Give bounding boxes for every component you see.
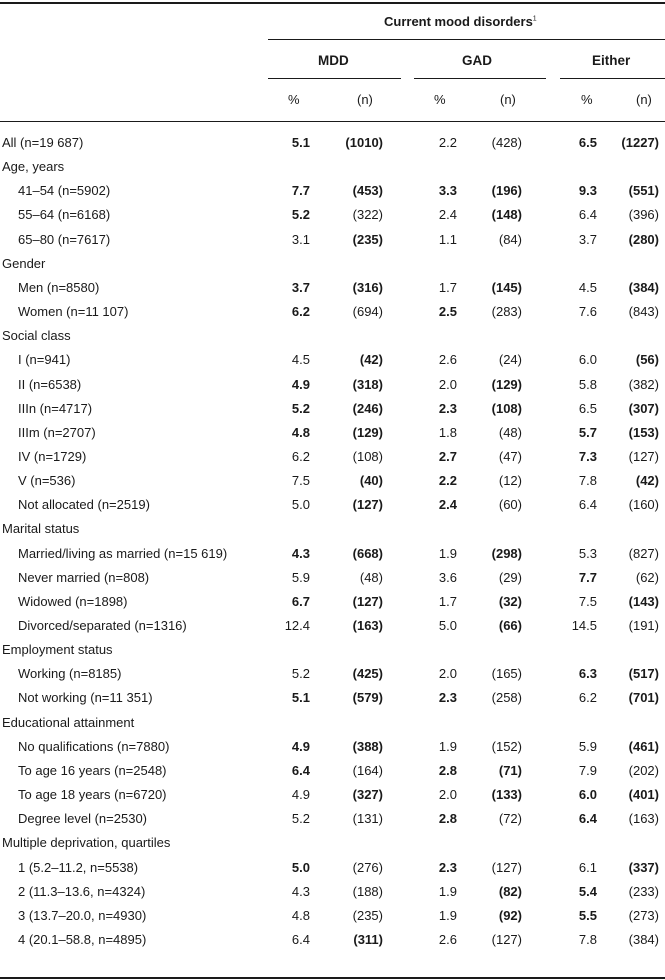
cell-either-n: (280) <box>628 231 659 247</box>
cell-gad-pct: 2.8 <box>438 762 457 778</box>
table-row <box>0 397 665 421</box>
cell-either-n: (62) <box>635 569 659 585</box>
cell-mdd-pct: 5.1 <box>291 690 310 706</box>
cell-gad-n: (133) <box>491 787 522 803</box>
cell-either-pct: 4.5 <box>578 279 597 295</box>
cell-mdd-pct: 5.2 <box>291 811 310 827</box>
section-header-row <box>0 517 665 541</box>
cell-mdd-n: (127) <box>352 497 383 513</box>
cell-either-pct: 5.3 <box>578 545 597 561</box>
cell-mdd-pct: 3.1 <box>291 231 310 247</box>
cell-gad-n: (196) <box>491 183 522 199</box>
table-row <box>0 904 665 928</box>
row-label: IV (n=1729) <box>18 448 87 464</box>
gad-rule <box>414 78 546 79</box>
table-top-rule <box>0 2 665 4</box>
cell-gad-pct: 3.3 <box>438 183 457 199</box>
row-label: 41–54 (n=5902) <box>18 183 111 199</box>
col-header-mdd-pct: % <box>288 92 300 107</box>
cell-either-n: (551) <box>628 183 659 199</box>
table-row <box>0 880 665 904</box>
cell-either-pct: 3.7 <box>578 231 597 247</box>
table-row <box>0 686 665 710</box>
cell-gad-n: (66) <box>498 618 522 633</box>
cell-either-pct: 14.5 <box>571 618 597 633</box>
cell-either-pct: 7.9 <box>578 762 597 778</box>
cell-gad-pct: 1.9 <box>438 883 457 899</box>
table-row <box>0 928 665 952</box>
row-label: Not allocated (n=2519) <box>18 497 150 513</box>
section-label: Gender <box>2 255 46 271</box>
section-header-row <box>0 831 665 855</box>
row-label: All (n=19 687) <box>2 135 84 150</box>
cell-gad-n: (148) <box>491 207 522 223</box>
cell-mdd-pct: 4.9 <box>291 787 310 803</box>
cell-gad-pct: 3.6 <box>438 569 457 585</box>
cell-mdd-n: (131) <box>352 811 383 827</box>
table-row <box>0 542 665 566</box>
cell-mdd-n: (40) <box>359 473 383 489</box>
cell-gad-n: (82) <box>498 883 522 899</box>
row-label: II (n=6538) <box>18 376 82 392</box>
cell-either-n: (384) <box>628 931 659 947</box>
cell-either-n: (401) <box>628 787 659 803</box>
cell-either-n: (307) <box>628 400 659 416</box>
cell-either-pct: 5.4 <box>578 883 597 899</box>
row-label: 4 (20.1–58.8, n=4895) <box>18 931 147 947</box>
row-label: Degree level (n=2530) <box>18 811 147 827</box>
cell-mdd-n: (276) <box>352 859 383 875</box>
cell-mdd-n: (1010) <box>345 135 383 150</box>
cell-either-n: (163) <box>628 811 659 827</box>
cell-mdd-pct: 5.0 <box>291 859 310 875</box>
row-label: Divorced/separated (n=1316) <box>18 618 187 633</box>
cell-gad-pct: 1.9 <box>438 907 457 923</box>
cell-mdd-pct: 5.0 <box>291 497 310 513</box>
table-row <box>0 614 665 638</box>
cell-either-n: (56) <box>635 352 659 368</box>
section-label: Employment status <box>2 642 113 658</box>
cell-gad-pct: 1.1 <box>438 231 457 247</box>
cell-mdd-n: (129) <box>352 424 383 440</box>
cell-gad-n: (145) <box>491 279 522 295</box>
cell-either-pct: 6.4 <box>578 207 597 223</box>
table-row <box>0 469 665 493</box>
cell-mdd-n: (311) <box>353 931 383 947</box>
table-row <box>0 276 665 300</box>
col-header-either-pct: % <box>581 92 593 107</box>
cell-either-pct: 7.6 <box>578 304 597 320</box>
cell-mdd-n: (425) <box>352 666 383 682</box>
cell-either-pct: 6.4 <box>578 811 597 827</box>
cell-mdd-pct: 4.3 <box>291 883 310 899</box>
cell-mdd-pct: 4.8 <box>291 907 310 923</box>
row-label: Never married (n=808) <box>18 569 150 585</box>
cell-mdd-pct: 4.5 <box>291 352 310 368</box>
cell-mdd-pct: 5.2 <box>291 207 310 223</box>
cell-gad-pct: 2.6 <box>438 352 457 368</box>
cell-gad-pct: 2.8 <box>438 811 457 827</box>
mdd-rule <box>268 78 401 79</box>
cell-mdd-n: (316) <box>352 279 383 295</box>
cell-gad-n: (108) <box>491 400 522 416</box>
table-row <box>0 421 665 445</box>
cell-gad-pct: 2.0 <box>438 666 457 682</box>
section-label: Marital status <box>2 521 80 537</box>
cell-either-pct: 6.0 <box>578 787 597 803</box>
cell-mdd-pct: 6.4 <box>291 931 310 947</box>
cell-gad-n: (60) <box>498 497 522 513</box>
row-label: V (n=536) <box>18 473 76 489</box>
row-label: Working (n=8185) <box>18 666 122 682</box>
cell-gad-pct: 2.0 <box>438 376 457 392</box>
section-label: Educational attainment <box>2 714 135 730</box>
cell-gad-n: (84) <box>498 231 522 247</box>
cell-mdd-pct: 5.2 <box>291 666 310 682</box>
cell-gad-pct: 2.3 <box>438 400 457 416</box>
row-label: No qualifications (n=7880) <box>18 738 170 754</box>
cell-gad-n: (92) <box>498 907 522 923</box>
section-header-row <box>0 252 665 276</box>
cell-either-pct: 7.8 <box>578 931 597 947</box>
cell-mdd-n: (188) <box>352 883 383 899</box>
col-header-gad-pct: % <box>434 92 446 107</box>
header-bottom-rule <box>0 121 665 122</box>
row-label: IIIm (n=2707) <box>18 424 96 440</box>
cell-gad-n: (283) <box>491 304 522 320</box>
cell-mdd-n: (42) <box>359 352 383 368</box>
cell-either-n: (143) <box>628 593 659 609</box>
table-bottom-rule <box>0 977 665 979</box>
row-label: 2 (11.3–13.6, n=4324) <box>18 883 146 899</box>
cell-mdd-n: (246) <box>352 400 383 416</box>
table-row <box>0 179 665 203</box>
row-label: 3 (13.7–20.0, n=4930) <box>18 907 147 923</box>
cell-either-pct: 5.5 <box>578 907 597 923</box>
cell-either-n: (160) <box>628 497 659 513</box>
cell-gad-n: (127) <box>491 859 522 875</box>
cell-gad-n: (298) <box>491 545 522 561</box>
cell-either-n: (1227) <box>621 135 659 150</box>
cell-either-n: (517) <box>628 666 659 682</box>
section-header-row <box>0 638 665 662</box>
cell-either-pct: 5.9 <box>578 738 597 754</box>
cell-gad-n: (165) <box>491 666 522 682</box>
table-row <box>0 445 665 469</box>
cell-mdd-pct: 4.8 <box>291 424 310 440</box>
cell-mdd-n: (318) <box>352 376 383 392</box>
cell-either-pct: 6.0 <box>578 352 597 368</box>
cell-gad-n: (24) <box>498 352 522 368</box>
cell-either-n: (337) <box>628 859 659 875</box>
cell-gad-pct: 2.2 <box>438 473 457 489</box>
cell-mdd-pct: 5.9 <box>291 569 310 585</box>
section-label: Age, years <box>2 159 65 175</box>
table-row <box>0 662 665 686</box>
row-label: IIIn (n=4717) <box>18 400 93 416</box>
cell-mdd-n: (327) <box>352 787 383 803</box>
section-header-row <box>0 324 665 348</box>
cell-mdd-n: (579) <box>352 690 383 706</box>
table-row <box>0 735 665 759</box>
cell-either-n: (202) <box>628 762 659 778</box>
cell-mdd-pct: 7.5 <box>291 473 310 489</box>
cell-either-pct: 9.3 <box>578 183 597 199</box>
table-row <box>0 807 665 831</box>
col-header-gad-n: (n) <box>500 92 516 107</box>
cell-mdd-n: (127) <box>352 593 383 609</box>
section-header-row <box>0 711 665 735</box>
cell-either-pct: 6.2 <box>578 690 597 706</box>
row-label: 55–64 (n=6168) <box>18 207 111 223</box>
cell-either-n: (461) <box>628 738 659 754</box>
cell-either-n: (843) <box>628 304 659 320</box>
row-label: Men (n=8580) <box>18 279 100 295</box>
cell-mdd-n: (164) <box>352 762 383 778</box>
cell-either-n: (273) <box>628 907 659 923</box>
cell-mdd-pct: 5.1 <box>291 135 310 150</box>
cell-mdd-pct: 4.9 <box>291 738 310 754</box>
col-header-either-n: (n) <box>636 92 652 107</box>
cell-either-pct: 6.3 <box>578 666 597 682</box>
cell-mdd-pct: 5.2 <box>291 400 310 416</box>
cell-either-pct: 6.1 <box>578 859 597 875</box>
cell-either-n: (153) <box>628 424 659 440</box>
cell-either-n: (384) <box>628 279 659 295</box>
cell-either-n: (382) <box>628 376 659 392</box>
section-label: Social class <box>2 328 71 344</box>
cell-gad-n: (72) <box>498 811 522 827</box>
cell-either-n: (701) <box>628 690 659 706</box>
cell-either-n: (42) <box>635 473 659 489</box>
cell-either-n: (396) <box>628 207 659 223</box>
cell-gad-pct: 2.4 <box>438 497 457 513</box>
cell-either-n: (827) <box>628 545 659 561</box>
cell-mdd-n: (453) <box>352 183 383 199</box>
cell-mdd-pct: 12.4 <box>284 618 310 633</box>
cell-either-pct: 7.7 <box>578 569 597 585</box>
cell-gad-pct: 1.7 <box>438 279 457 295</box>
cell-gad-n: (127) <box>491 931 522 947</box>
cell-gad-pct: 1.9 <box>438 738 457 754</box>
table-row <box>0 131 665 155</box>
super-header-rule <box>268 39 665 40</box>
row-label: To age 16 years (n=2548) <box>18 762 167 778</box>
cell-either-pct: 6.5 <box>578 135 597 150</box>
table-row <box>0 566 665 590</box>
cell-mdd-n: (235) <box>352 231 383 247</box>
table-row <box>0 203 665 227</box>
row-label: To age 18 years (n=6720) <box>18 787 167 803</box>
cell-either-pct: 6.4 <box>578 497 597 513</box>
cell-mdd-pct: 6.4 <box>291 762 310 778</box>
cell-gad-n: (48) <box>498 424 522 440</box>
row-label: Not working (n=11 351) <box>18 690 153 706</box>
table-row <box>0 783 665 807</box>
cell-mdd-n: (48) <box>359 569 383 585</box>
either-rule <box>560 78 665 79</box>
cell-mdd-n: (235) <box>352 907 383 923</box>
cell-gad-pct: 1.8 <box>438 424 457 440</box>
cell-gad-pct: 2.3 <box>438 859 457 875</box>
row-label: 65–80 (n=7617) <box>18 231 111 247</box>
table-row <box>0 759 665 783</box>
row-label: 1 (5.2–11.2, n=5538) <box>18 859 139 875</box>
cell-gad-n: (32) <box>498 593 522 609</box>
cell-either-pct: 7.5 <box>578 593 597 609</box>
cell-gad-n: (152) <box>491 738 522 754</box>
cell-gad-pct: 2.3 <box>438 690 457 706</box>
cell-mdd-pct: 6.2 <box>291 304 310 320</box>
col-header-mdd-n: (n) <box>357 92 373 107</box>
cell-mdd-n: (388) <box>352 738 383 754</box>
cell-mdd-n: (163) <box>352 618 383 633</box>
cell-either-pct: 6.5 <box>578 400 597 416</box>
cell-either-pct: 7.3 <box>578 448 597 464</box>
cell-mdd-n: (694) <box>352 304 383 320</box>
cell-mdd-n: (668) <box>352 545 383 561</box>
cell-gad-pct: 2.4 <box>438 207 457 223</box>
cell-gad-n: (47) <box>498 448 522 464</box>
group-header-gad: GAD <box>462 53 492 68</box>
cell-mdd-pct: 7.7 <box>291 183 310 199</box>
cell-either-pct: 7.8 <box>578 473 597 489</box>
cell-gad-n: (428) <box>491 135 522 150</box>
section-header-row <box>0 155 665 179</box>
table-row <box>0 373 665 397</box>
cell-gad-pct: 2.2 <box>438 135 457 150</box>
cell-gad-pct: 2.7 <box>438 448 457 464</box>
footnote-mark: 1 <box>532 15 537 23</box>
table-row <box>0 856 665 880</box>
cell-mdd-n: (108) <box>352 448 383 464</box>
cell-gad-pct: 2.5 <box>438 304 457 320</box>
cell-either-n: (191) <box>628 618 659 633</box>
row-label: I (n=941) <box>18 352 71 368</box>
cell-gad-n: (71) <box>498 762 522 778</box>
cell-mdd-pct: 4.9 <box>291 376 310 392</box>
table-row <box>0 493 665 517</box>
cell-gad-pct: 1.9 <box>438 545 457 561</box>
cell-either-pct: 5.7 <box>578 424 597 440</box>
table-row <box>0 300 665 324</box>
cell-either-pct: 5.8 <box>578 376 597 392</box>
super-header-text: Current mood disorders <box>384 14 533 29</box>
cell-mdd-pct: 6.7 <box>291 593 310 609</box>
super-header <box>384 14 537 29</box>
cell-either-n: (127) <box>628 448 659 464</box>
cell-gad-n: (129) <box>491 376 522 392</box>
group-header-mdd: MDD <box>318 53 349 68</box>
cell-mdd-pct: 6.2 <box>291 448 310 464</box>
cell-gad-pct: 2.0 <box>438 787 457 803</box>
cell-gad-n: (29) <box>498 569 522 585</box>
cell-mdd-pct: 4.3 <box>291 545 310 561</box>
table-row <box>0 348 665 372</box>
cell-gad-pct: 2.6 <box>438 931 457 947</box>
table-row <box>0 590 665 614</box>
group-header-either: Either <box>592 53 631 68</box>
row-label: Widowed (n=1898) <box>18 593 128 609</box>
row-label: Married/living as married (n=15 619) <box>18 545 228 561</box>
cell-mdd-n: (322) <box>352 207 383 223</box>
section-label: Multiple deprivation, quartiles <box>2 835 171 851</box>
cell-gad-n: (258) <box>491 690 522 706</box>
cell-mdd-pct: 3.7 <box>291 279 310 295</box>
cell-gad-pct: 1.7 <box>438 593 457 609</box>
table-row <box>0 228 665 252</box>
row-label: Women (n=11 107) <box>18 304 129 320</box>
cell-either-n: (233) <box>628 883 659 899</box>
cell-gad-pct: 5.0 <box>438 618 457 633</box>
cell-gad-n: (12) <box>498 473 522 489</box>
